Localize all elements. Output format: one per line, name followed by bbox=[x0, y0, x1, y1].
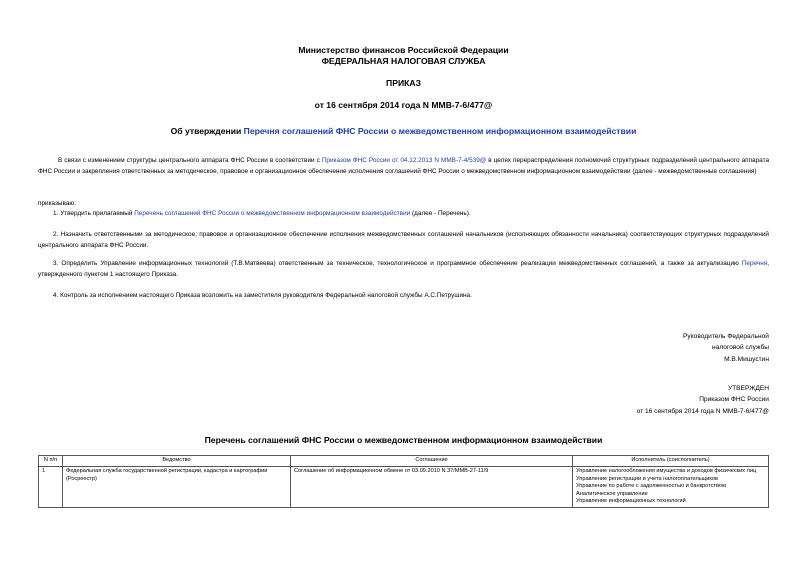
cell-agreement: Соглашение об информационном обмене от 03.09.2010 N 37/ММВ-27-11/9 bbox=[291, 467, 573, 508]
executor-item: Аналитическое управление bbox=[576, 490, 648, 497]
cell-agency: Федеральная служба государственной регистрации, кадастра и картографии (Росреестр) bbox=[63, 467, 291, 508]
list-title: Перечень соглашений ФНС России о межведомственном информационном взаимодействии bbox=[204, 435, 603, 445]
doc-title bbox=[0, 126, 807, 137]
executor-item: Управление информационных технологий bbox=[576, 498, 686, 505]
item-4: 4. Контроль за исполнением настоящего Приказа возложить на заместителя руководителя Федеральной налоговой службы А.С.Петрушина. bbox=[53, 292, 472, 299]
executor-item: Управление регистрации и учета налогоплательщиков bbox=[576, 475, 718, 482]
item-1-prefix: 1. Утвердить прилагаемый bbox=[53, 210, 135, 217]
item-3 bbox=[38, 259, 769, 280]
preamble-text-1: В связи с изменением структуры центрального аппарата ФНС России в соответствии с bbox=[58, 157, 322, 164]
cell-num: 1 bbox=[39, 467, 63, 508]
service-name: ФЕДЕРАЛЬНАЯ НАЛОГОВАЯ СЛУЖБА bbox=[321, 56, 486, 66]
preamble-text-2: в целях перераспределения полномочий структурных подразделений центрального аппарата ФНС России и закрепления ответственных за методическое, правовое и организационное обеспечение исполнения соглашений ФНС России о межведомственном информационном взаимодействии (далее - межведомственные соглашения) bbox=[38, 157, 769, 175]
approval-block bbox=[469, 383, 769, 417]
executor-item: Управление налогообложения имущества и доходов физических лиц bbox=[576, 468, 757, 474]
doc-title-prefix: Об утверждении bbox=[170, 126, 244, 136]
doc-date-number: от 16 сентября 2014 года N ММВ-7-6/477@ bbox=[314, 100, 493, 110]
item-1-link[interactable]: Перечень соглашений ФНС России о межведомственном информационном взаимодействии bbox=[134, 210, 411, 217]
table-header-row bbox=[39, 456, 769, 467]
item-3-link[interactable]: Перечня bbox=[741, 260, 768, 267]
approval-line-3: от 16 сентября 2014 года N ММВ-7-6/477@ bbox=[636, 407, 769, 415]
signature-line-3: М.В.Мишустин bbox=[724, 355, 769, 363]
item-1 bbox=[38, 209, 769, 220]
preamble-paragraph bbox=[38, 156, 769, 177]
signature-block bbox=[469, 331, 769, 365]
agreements-table bbox=[38, 455, 769, 508]
approval-line-2: Приказом ФНС России bbox=[699, 396, 769, 404]
ministry-name: Министерство финансов Российской Федерации bbox=[298, 45, 509, 55]
header-num: N п/п bbox=[39, 456, 63, 467]
doc-type: ПРИКАЗ bbox=[386, 78, 421, 88]
table-row bbox=[39, 467, 769, 508]
item-3-prefix: 3. Определить Управление информационных технологий (Т.В.Матвеева) ответственным за техническое, технологическое и программное обеспечение реализации межведомственных соглашений, а также за актуализацию bbox=[53, 260, 742, 267]
doc-title-link[interactable]: Перечня соглашений ФНС России о межведомственном информационном взаимодействии bbox=[243, 126, 637, 136]
approval-line-1: УТВЕРЖДЕН bbox=[727, 385, 769, 392]
executor-item: Управление по работе с задолженностью и банкротством bbox=[576, 483, 726, 490]
header-executor: Исполнитель (соисполнитель) bbox=[573, 456, 769, 467]
signature-line-1: Руководитель Федеральной bbox=[683, 333, 769, 340]
preamble-order-link[interactable]: Приказом ФНС России от 04.12.2013 N ММВ-7-4/539@ bbox=[321, 157, 487, 164]
item-1-suffix: (далее - Перечень). bbox=[410, 210, 471, 217]
header-agreement: Соглашение bbox=[291, 456, 573, 467]
header-agency: Ведомство bbox=[63, 456, 291, 467]
item-2: 2. Назначить ответственными за методическое, правовое и организационное обеспечение исполнения межведомственных соглашений начальников (исполняющих обязанности начальника) соответствующих структурных подразделений центрального аппарата ФНС России. bbox=[38, 231, 769, 249]
item-3-suffix: , утвержденного пунктом 1 настоящего Приказа. bbox=[38, 260, 769, 278]
order-word: приказываю: bbox=[38, 200, 76, 207]
signature-line-2: налоговой службы bbox=[712, 344, 769, 352]
cell-executors bbox=[573, 467, 769, 508]
